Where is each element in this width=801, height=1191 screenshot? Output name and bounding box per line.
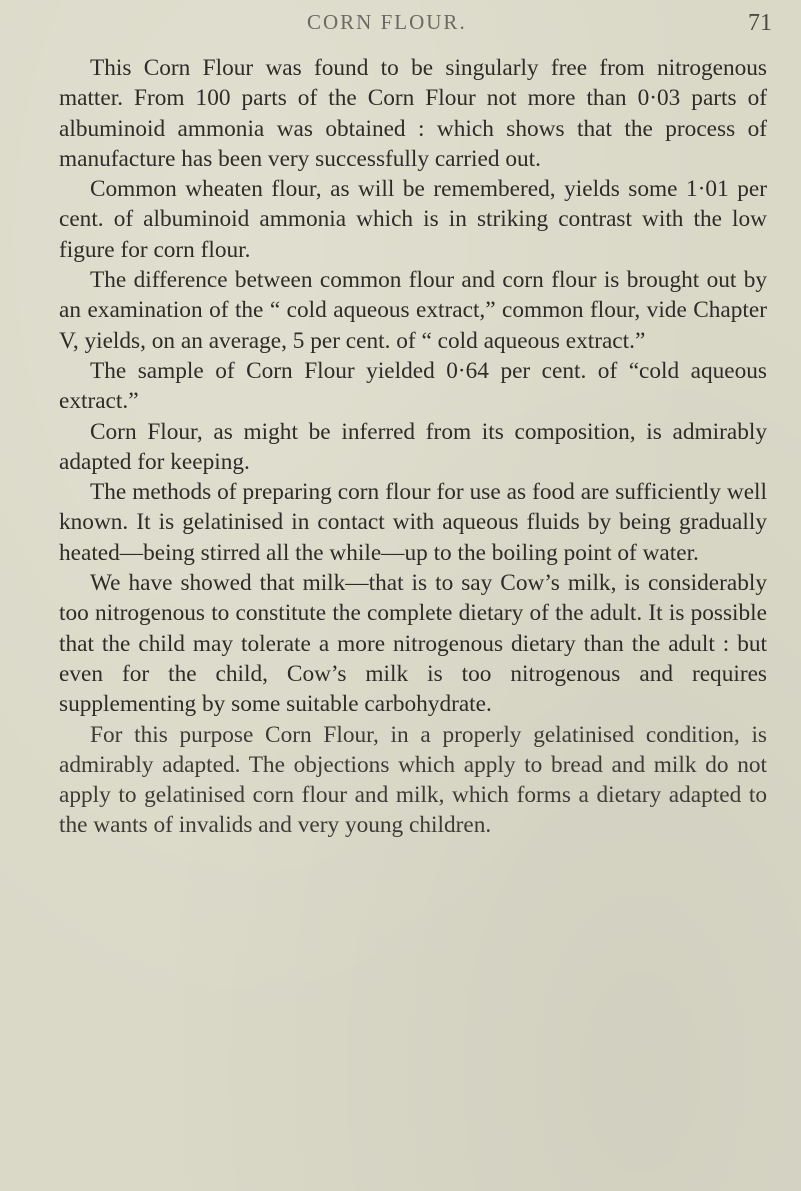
running-title: CORN FLOUR. <box>307 10 467 34</box>
body-text <box>59 53 767 841</box>
running-head <box>0 10 801 46</box>
paragraph-wheaten-flour: Common wheaten flour, as will be remembered, yields some 1·01 per cent. of albuminoid ammonia which is in striking contrast with the low figure for corn flour. <box>59 176 767 263</box>
paragraph-cold-aqueous-extract: The difference between common flour and corn flour is brought out by an examination of the “ cold aqueous extract,” common flour, vide Chapter V, yields, on an average, 5 per cent. of “ cold aqueous extract.” <box>59 267 767 354</box>
page-number: 71 <box>748 10 772 36</box>
paragraph-corn-flour-nitrogen: This Corn Flour was found to be singularly free from nitrogenous matter. From 100 parts of the Corn Flour not more than 0·03 parts of albuminoid ammonia was obtained : which shows that the process of manufacture has been very successfully carried out. <box>59 55 767 172</box>
paragraph-invalid-dietary: For this purpose Corn Flour, in a properly gelatinised condition, is admirably adapted. The objections which apply to bread and milk do not apply to gelatinised corn flour and milk, which forms a dietary adapted to the wants of invalids and very young children. <box>59 721 767 839</box>
paragraph-keeping: Corn Flour, as might be inferred from its composition, is admirably adapted for keeping. <box>59 418 767 475</box>
paragraph-preparation-methods: The methods of preparing corn flour for use as food are sufficiently well known. It is gelatinised in contact with aqueous fluids by being gradually heated—being stirred all the while—up to the boiling point of water. <box>59 479 767 566</box>
paragraph-cows-milk: We have showed that milk—that is to say Cow’s milk, is considerably too nitrogenous to constitute the complete dietary of the adult. It is possible that the child may tolerate a more nitrogenous dietary than the adult : but even for the child, Cow’s milk is too nitrogenous and requires supplementing by some suitable carbohydrate. <box>59 570 767 718</box>
paragraph-sample-result: The sample of Corn Flour yielded 0·64 per cent. of “cold aqueous extract.” <box>59 357 767 415</box>
